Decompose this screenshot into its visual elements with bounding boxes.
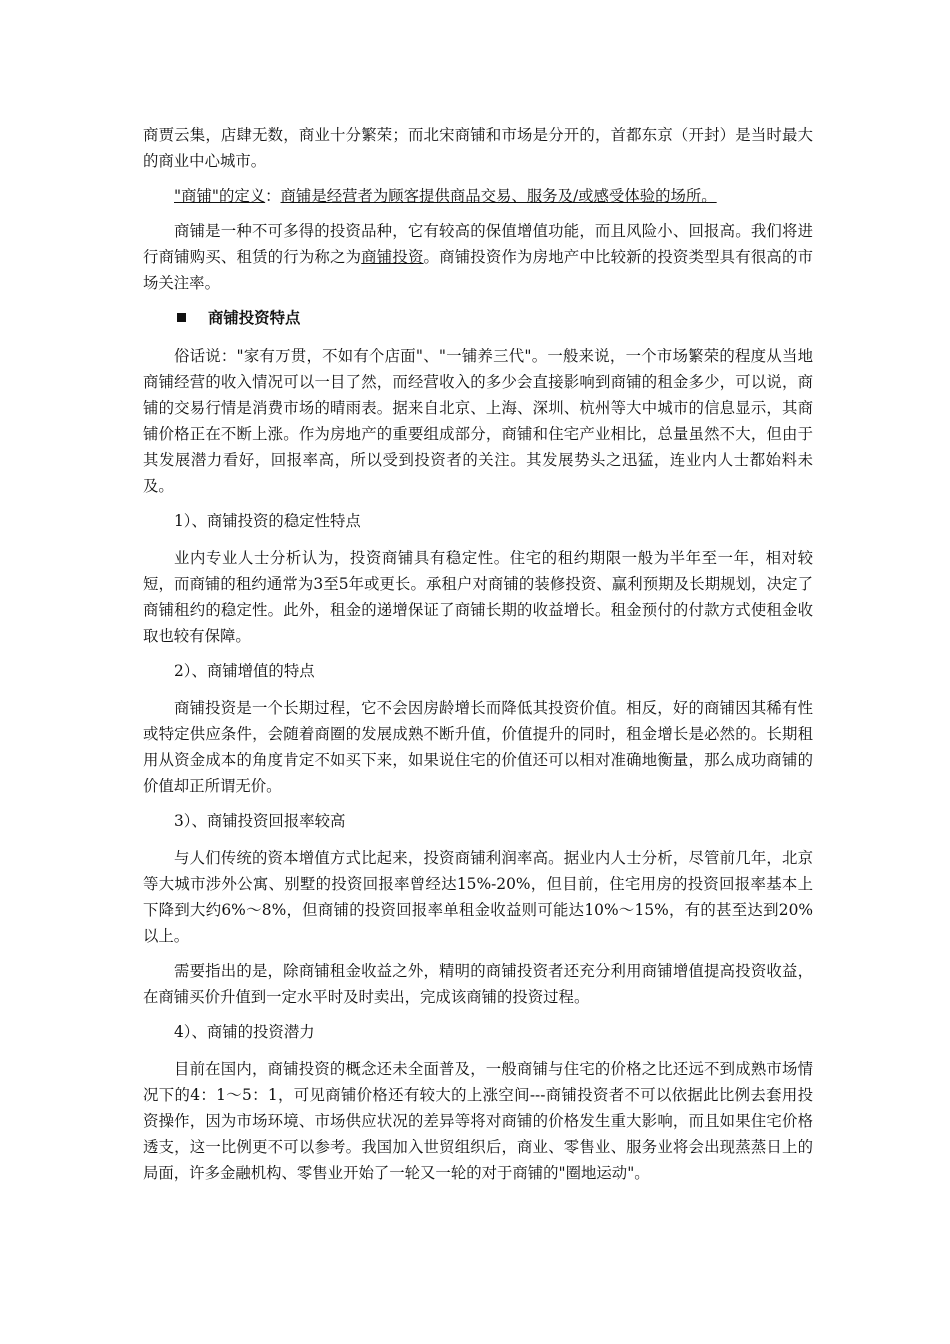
definition-text: 商铺是经营者为顾客提供商品交易、服务及/或感受体验的场所。 <box>280 187 717 205</box>
subsection-3-title: 3）、商铺投资回报率较高 <box>174 812 346 830</box>
features-paragraph: 俗话说："家有万贯，不如有个店面"、"一铺养三代"。一般来说，一个市场繁荣的程度从当地商铺经营的收入情况可以一目了然，而经营收入的多少会直接影响到商铺的租金多少，可以说，商铺的交易行情是消费市场的晴雨表。据来自北京、上海、深圳、杭州等大中城市的信息显示，其商铺价格正在不断上涨。作为房地产的重要组成部分，商铺和住宅产业相比，总量虽然不大，但由于其发展潜力看好，回报率高，所以受到投资者的关注。其发展势头之迅猛，连业内人士都始料未及。 <box>143 347 813 495</box>
subsection-2-body: 商铺投资是一个长期过程，它不会因房龄增长而降低其投资价值。相反，好的商铺因其稀有性或特定供应条件，会随着商圈的发展成熟不断升值，价值提升的同时，租金增长是必然的。长期租用从资金成本的角度肯定不如买下来，如果说住宅的价值还可以相对准确地衡量，那么成功商铺的价值却正所谓无价。 <box>143 699 813 795</box>
document-page <box>143 122 813 1195</box>
definition-paragraph <box>143 183 813 209</box>
intro-paragraph: 商贾云集，店肆无数，商业十分繁荣；而北宋商铺和市场是分开的，首都东京（开封）是当时最大的商业中心城市。 <box>143 126 813 170</box>
subsection-2-title: 2）、商铺增值的特点 <box>174 662 315 680</box>
subsection-3-body: 与人们传统的资本增值方式比起来，投资商铺利润率高。据业内人士分析，尽管前几年，北京等大城市涉外公寓、别墅的投资回报率曾经达15%-20%，但目前，住宅用房的投资回报率基本上下降到大约6%～8%，但商铺的投资回报率单租金收益则可能达10%～15%，有的甚至达到20%以上。 <box>143 849 813 945</box>
investment-intro-paragraph <box>143 218 813 296</box>
para2-before: 商铺是一种不可多得的投资品种，它有较高的保值增值功能，而且风险小、回报高。我们将进行商铺购买、租赁的行为称之为 <box>143 222 813 266</box>
investment-term-link[interactable]: 商铺投资 <box>361 248 424 266</box>
para2-after: 。商铺投资作为房地产中比较新的投资类型具有很高的市场关注率。 <box>143 248 813 292</box>
section-heading-text: 商铺投资特点 <box>208 309 301 327</box>
definition-colon: ： <box>265 187 281 205</box>
subsection-4-title: 4）、商铺的投资潜力 <box>174 1023 315 1041</box>
subsection-3-body-2: 需要指出的是，除商铺租金收益之外，精明的商铺投资者还充分利用商铺增值提高投资收益，在商铺买价升值到一定水平时及时卖出，完成该商铺的投资过程。 <box>143 962 813 1006</box>
section-heading <box>177 305 813 331</box>
subsection-4-body: 目前在国内，商铺投资的概念还未全面普及，一般商铺与住宅的价格之比还远不到成熟市场情况下的4：1～5：1，可见商铺价格还有较大的上涨空间---商铺投资者不可以依据此比例去套用投资操作，因为市场环境、市场供应状况的差异等将对商铺的价格发生重大影响，而且如果住宅价格透支，这一比例更不可以参考。我国加入世贸组织后，商业、零售业、服务业将会出现蒸蒸日上的局面，许多金融机构、零售业开始了一轮又一轮的对于商铺的"圈地运动"。 <box>143 1060 813 1182</box>
subsection-1-body: 业内专业人士分析认为，投资商铺具有稳定性。住宅的租约期限一般为半年至一年，相对较短，而商铺的租约通常为3至5年或更长。承租户对商铺的装修投资、赢利预期及长期规划，决定了商铺租约的稳定性。此外，租金的递增保证了商铺长期的收益增长。租金预付的付款方式使租金收取也较有保障。 <box>143 549 813 645</box>
subsection-1-title: 1）、商铺投资的稳定性特点 <box>174 512 361 530</box>
square-bullet-icon <box>177 313 186 322</box>
definition-term: "商铺"的定义 <box>174 187 266 205</box>
